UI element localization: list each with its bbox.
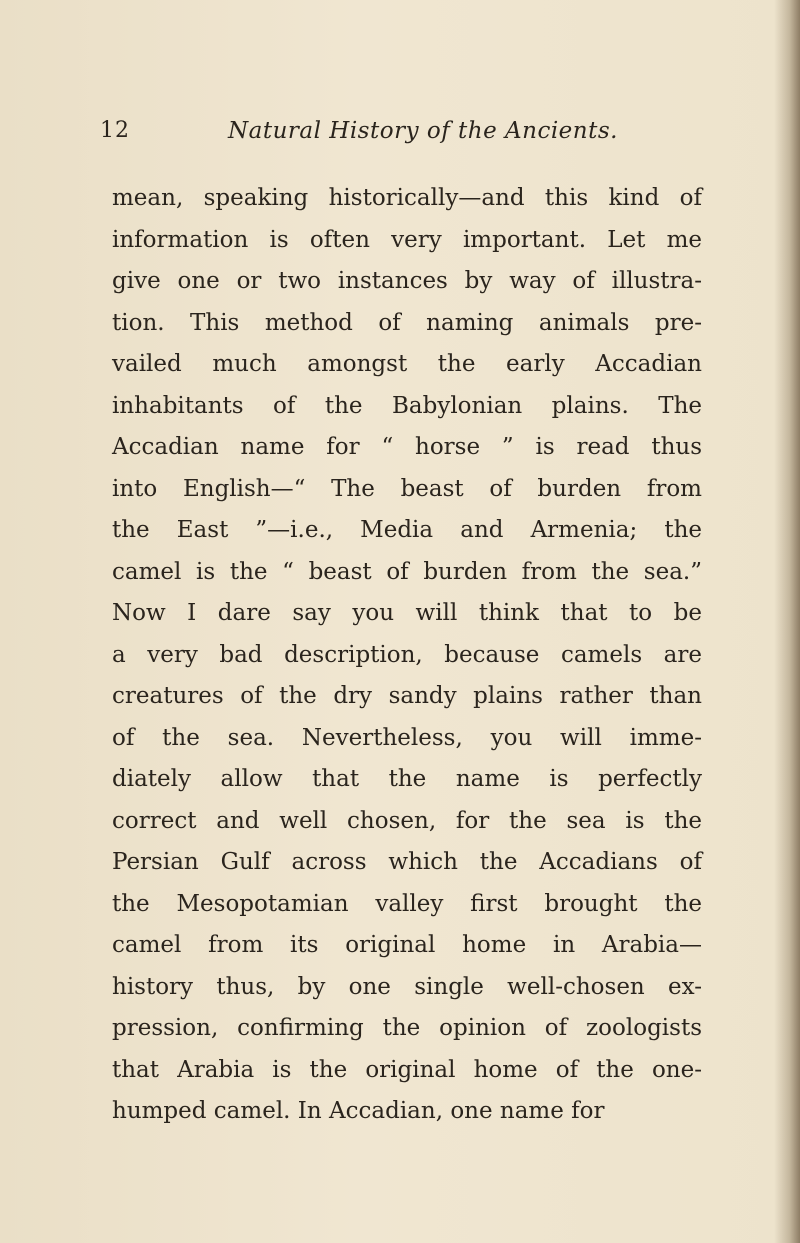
text-line: vailed much amongst the early Accadian [112, 351, 702, 377]
text-line: Now I dare say you will think that to be [112, 600, 702, 626]
text-line: Persian Gulf across which the Accadians of [112, 849, 702, 875]
text-line: pression, confirming the opinion of zoologists [112, 1015, 702, 1041]
page-header [100, 118, 700, 158]
page-edge-shadow [774, 0, 800, 1243]
text-line: humped camel. In Accadian, one name for [112, 1098, 605, 1124]
text-line: Accadian name for “ horse ” is read thus [112, 434, 702, 460]
text-line: give one or two instances by way of illustra- [112, 268, 702, 294]
running-title: Natural History of the Ancients. [228, 118, 618, 144]
text-line: that Arabia is the original home of the one- [112, 1056, 702, 1083]
text-line: creatures of the dry sandy plains rather than [112, 683, 702, 709]
text-line: camel from its original home in Arabia— [112, 932, 702, 958]
text-line: a very bad description, because camels are [112, 641, 702, 668]
text-line: information is often very important. Let me [112, 226, 702, 253]
text-line: the Mesopotamian valley first brought the [112, 890, 702, 917]
text-line: inhabitants of the Babylonian plains. The [112, 392, 702, 419]
text-line: correct and well chosen, for the sea is the [112, 807, 702, 834]
text-line: tion. This method of naming animals pre- [112, 309, 702, 336]
text-line: mean, speaking historically—and this kind of [112, 185, 702, 211]
text-line: camel is the “ beast of burden from the sea.” [112, 558, 702, 585]
text-line: the East ”—i.e., Media and Armenia; the [112, 517, 702, 543]
text-line: of the sea. Nevertheless, you will imme- [112, 724, 702, 751]
page-number: 12 [100, 118, 130, 143]
text-line: history thus, by one single well-chosen ex- [112, 973, 702, 1000]
text-line: diately allow that the name is perfectly [112, 766, 702, 792]
text-line: into English—“ The beast of burden from [112, 475, 702, 502]
body-text [112, 178, 702, 1133]
